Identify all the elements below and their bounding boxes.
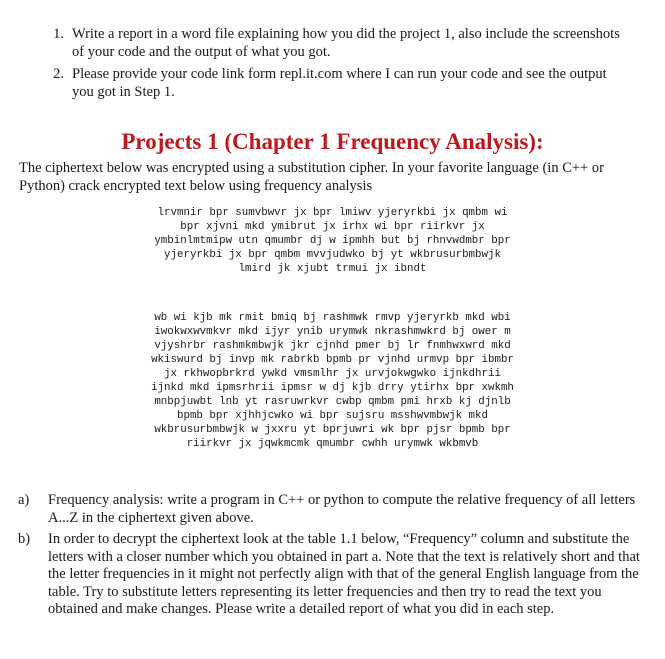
cipher-line: mnbpjuwbt lnb yt rasruwrkvr cwbp qmbm pmi hrxb kj djnlb xyxy=(154,396,511,408)
cipher-line: lrvmnir bpr sumvbwvr jx bpr lmiwv yjeryrkbi jx qmbm wi xyxy=(157,207,508,219)
task-a-text: Frequency analysis: write a program in C++ or python to compute the relative frequency of all letters A...Z in the ciphertext given above. xyxy=(48,492,636,526)
cipher-line: jx rkhwopbrkrd ywkd vmsmlhr jx urvjokwgwko ijnkdhrii xyxy=(164,368,501,380)
cipher-line: wkiswurd bj invp mk rabrkb bpmb pr vjnhd urmvp bpr ibmbr xyxy=(151,354,514,366)
intro-paragraph: The ciphertext below was encrypted using a substitution cipher. In your favorite language (in C++ or Python) crack encrypted text below using frequency analysis xyxy=(19,160,604,194)
cipher-line: riirkvr jx jqwkmcmk qmumbr cwhh urymwk wkbmvb xyxy=(186,438,479,450)
task-a-label: a) xyxy=(18,492,30,508)
task-b-text: In order to decrypt the ciphertext look at the table 1.1 below, “Frequency” column and substitute the letters with a closer number which you obtained in part a. Note that the text is relatively short and that the letter frequencies in it might not perfectly align with that of the general English language from the table. Try to substitute letters representing its letter frequencies and then try to read the text you obtained and make changes. Please write a detailed report of what you did in each step. xyxy=(48,531,640,617)
cipher-line: bpr xjvni mkd ymibrut jx irhx wi bpr riirkvr jx xyxy=(180,221,485,233)
step-2-number: 2. xyxy=(53,66,64,82)
cipher-line: vjyshrbr rashmkmbwjk jkr cjnhd pmer bj lr fnmhwxwrd mkd xyxy=(154,340,511,352)
ciphertext-paragraph-1 xyxy=(0,206,665,276)
cipher-line: yjeryrkbi jx bpr qmbm mvvjudwko bj yt wkbrusurbmbwjk xyxy=(164,249,501,261)
cipher-line: wkbrusurbmbwjk w jxxru yt bprjuwri wk bpr pjsr bpmb bpr xyxy=(154,424,511,436)
step-1-text: Write a report in a word file explaining how you did the project 1, also include the screenshots of your code and the output of what you got. xyxy=(72,26,620,60)
cipher-line: iwokwxwvmkvr mkd ijyr ynib urymwk nkrashmwkrd bj ower m xyxy=(154,326,511,338)
ciphertext-paragraph-2 xyxy=(0,311,665,451)
project-title: Projects 1 (Chapter 1 Frequency Analysis): xyxy=(121,129,544,154)
cipher-line: wb wi kjb mk rmit bmiq bj rashmwk rmvp yjeryrkb mkd wbi xyxy=(154,312,511,324)
cipher-line: ymbinlmtmipw utn qmumbr dj w ipmhh but bj rhnvwdmbr bpr xyxy=(154,235,511,247)
step-1-number: 1. xyxy=(53,26,64,42)
cipher-line: lmird jk xjubt trmui jx ibndt xyxy=(238,263,427,275)
cipher-line: ijnkd mkd ipmsrhrii ipmsr w dj kjb drry ytirhx bpr xwkmh xyxy=(151,382,514,394)
cipher-line: bpmb bpr xjhhjcwko wi bpr sujsru msshwvmbwjk mkd xyxy=(176,410,488,422)
step-2-text: Please provide your code link form repl.it.com where I can run your code and see the output you got in Step 1. xyxy=(72,66,607,100)
task-b-label: b) xyxy=(18,531,31,547)
